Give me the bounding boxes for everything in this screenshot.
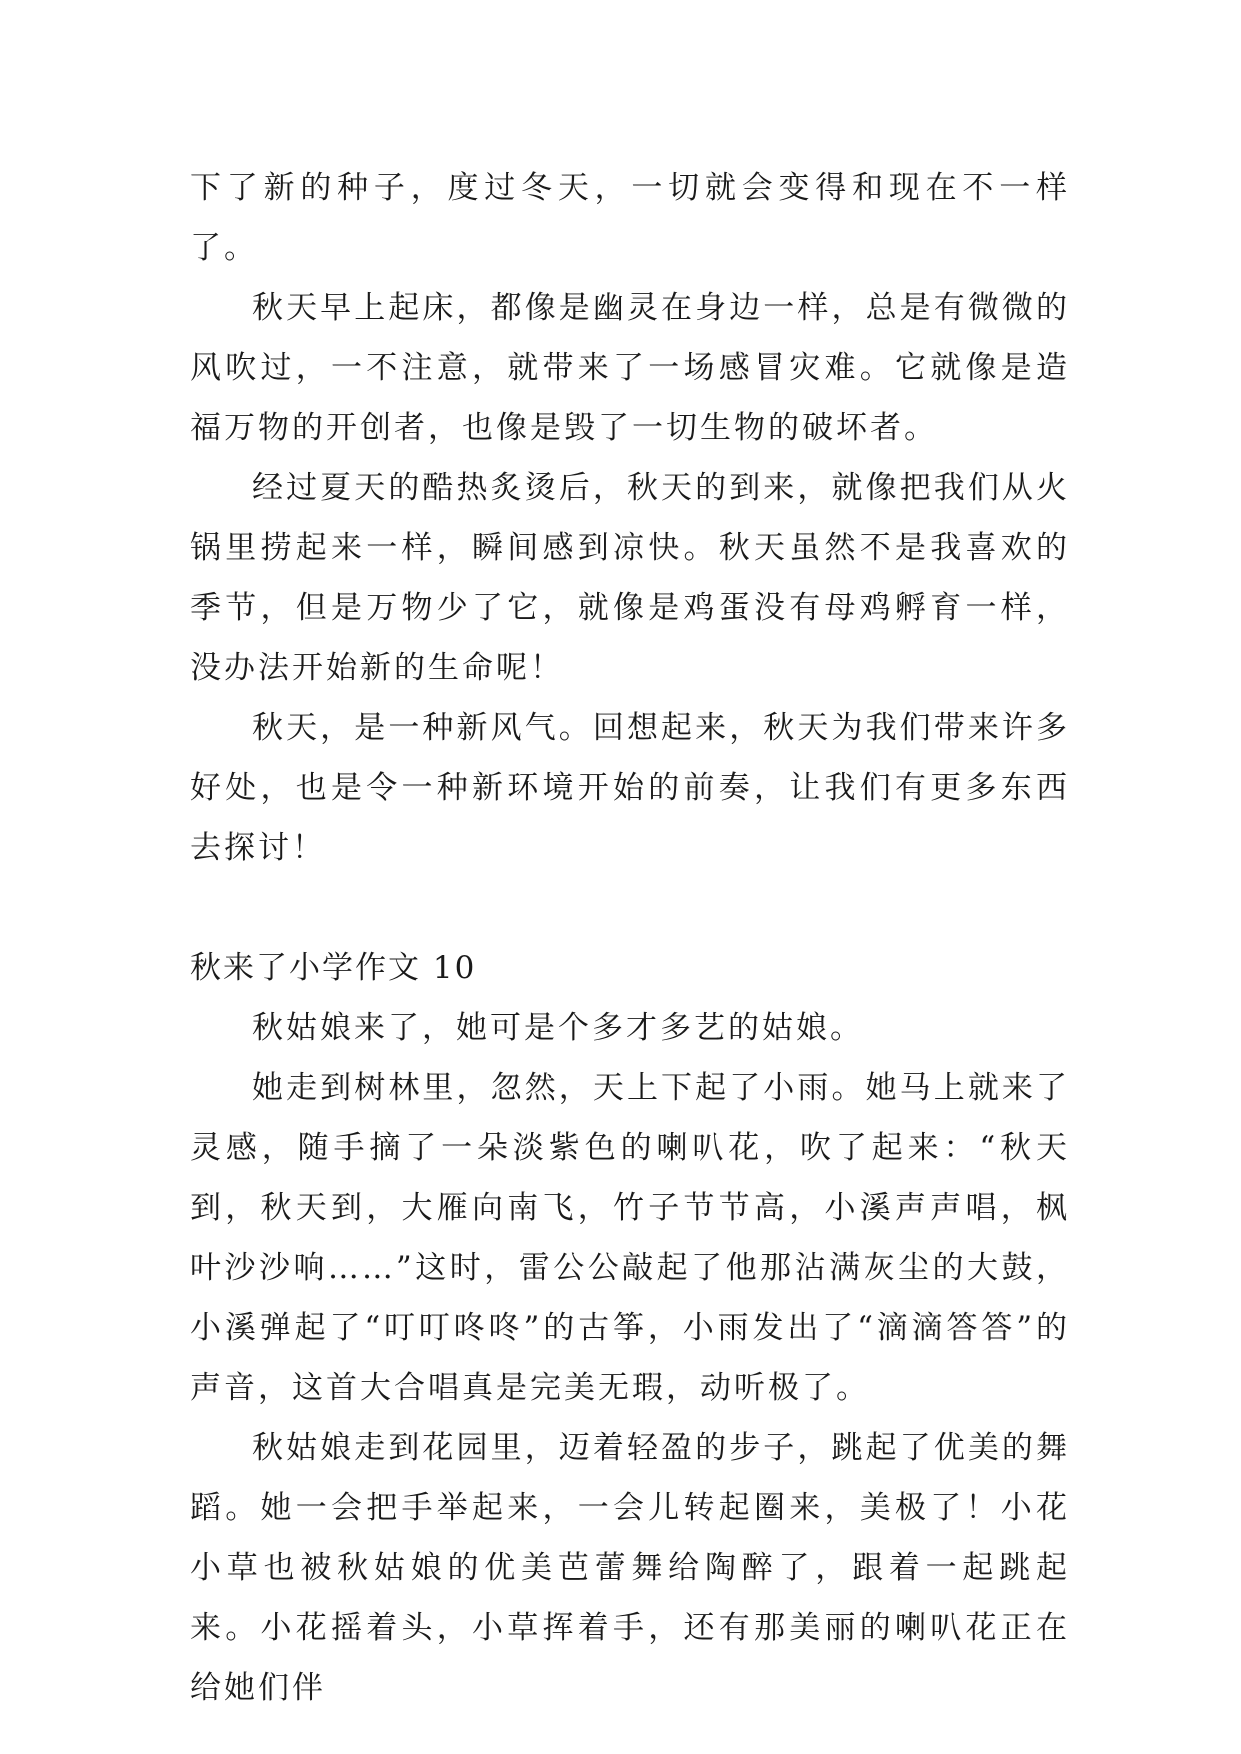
paragraph: 秋天，是一种新风气。回想起来，秋天为我们带来许多好处，也是令一种新环境开始的前奏，让我们有更多东西去探讨！ — [190, 710, 1070, 866]
paragraph-continued: 下了新的种子，度过冬天，一切就会变得和现在不一样了。 — [190, 170, 1070, 266]
essay-title: 秋来了小学作文 10 — [190, 950, 477, 986]
paragraph: 经过夏天的酷热炙烫后，秋天的到来，就像把我们从火锅里捞起来一样，瞬间感到凉快。秋天虽然不是我喜欢的季节，但是万物少了它，就像是鸡蛋没有母鸡孵育一样，没办法开始新的生命呢！ — [190, 470, 1070, 686]
paragraph: 秋姑娘走到花园里，迈着轻盈的步子，跳起了优美的舞蹈。她一会把手举起来，一会儿转起圈来，美极了！小花小草也被秋姑娘的优美芭蕾舞给陶醉了，跟着一起跳起来。小花摇着头，小草挥着手，还有那美丽的喇叭花正在给她们伴 — [190, 1430, 1070, 1706]
paragraph: 秋天早上起床，都像是幽灵在身边一样，总是有微微的风吹过，一不注意，就带来了一场感冒灾难。它就像是造福万物的开创者，也像是毁了一切生物的破坏者。 — [190, 290, 1070, 446]
document-page — [190, 158, 1070, 1718]
paragraph: 秋姑娘来了，她可是个多才多艺的姑娘。 — [252, 1010, 864, 1046]
paragraph: 她走到树林里，忽然，天上下起了小雨。她马上就来了灵感，随手摘了一朵淡紫色的喇叭花，吹了起来：“秋天到，秋天到，大雁向南飞，竹子节节高，小溪声声唱，枫叶沙沙响……”这时，雷公公敲起了他那沾满灰尘的大鼓，小溪弹起了“叮叮咚咚”的古筝，小雨发出了“滴滴答答”的声音，这首大合唱真是完美无瑕，动听极了。 — [190, 1070, 1070, 1406]
